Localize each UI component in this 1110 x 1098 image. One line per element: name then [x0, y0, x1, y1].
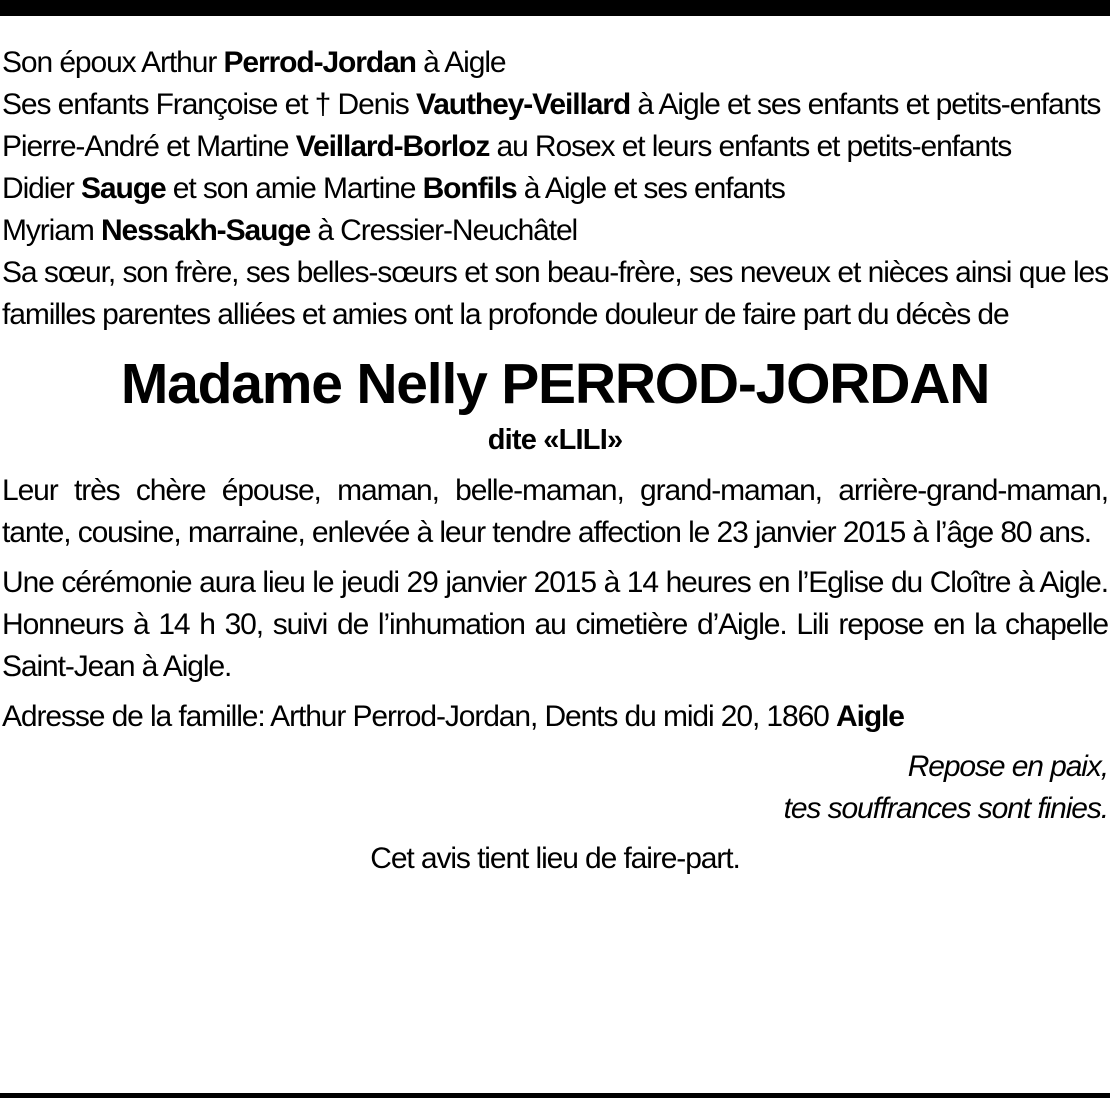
address-city: Aigle [836, 700, 904, 733]
verse-line-1: Repose en paix, [907, 750, 1108, 783]
family-address [2, 696, 1108, 738]
family-line-text: à Aigle et ses enfants et petits-enfants [630, 88, 1101, 121]
family-line-text: au Rosex et leurs enfants et petits-enfants [489, 130, 1012, 163]
family-line-children-3 [2, 168, 1108, 210]
family-line-children-2 [2, 126, 1108, 168]
family-list [2, 42, 1108, 336]
family-name: Perrod-Jordan [223, 46, 416, 79]
family-line-text: Son époux Arthur [2, 46, 224, 79]
bottom-rule [0, 1093, 1110, 1098]
family-line-text: Myriam [2, 214, 101, 247]
verse-line-2: tes souffrances sont finies. [783, 792, 1108, 825]
family-line-text: à Aigle [415, 46, 506, 79]
family-name: Veillard-Borloz [295, 130, 490, 163]
family-line-spouse [2, 42, 1108, 84]
family-name: Vauthey-Veillard [415, 88, 631, 121]
family-line-text: Didier [2, 172, 81, 205]
family-line-children-1 [2, 84, 1108, 126]
family-name: Bonfils [422, 172, 517, 205]
deceased-alias: dite «LILI» [487, 424, 623, 456]
top-rule [0, 0, 1110, 16]
family-name: Sauge [81, 172, 166, 205]
family-name: Nessakh-Sauge [100, 214, 311, 247]
closing-note: Cet avis tient lieu de faire-part. [370, 842, 740, 875]
family-line-relatives: Sa sœur, son frère, ses belles-sœurs et son beau-frère, ses neveux et nièces ainsi que les familles parentes alliées et amies ont la profonde douleur de faire part du décès de [2, 256, 1108, 331]
family-line-text: Ses enfants Françoise et † Denis [2, 88, 416, 121]
family-line-children-4 [2, 210, 1108, 252]
closing-verse [2, 746, 1108, 830]
family-line-text: à Aigle et ses enfants [516, 172, 785, 205]
ceremony-paragraph: Une cérémonie aura lieu le jeudi 29 janvier 2015 à 14 heures en l’Eglise du Cloître à Aigle. Honneurs à 14 h 30, suivi de l’inhumation au cimetière d’Aigle. Lili repose en la chapelle Saint-Jean à Aigle. [2, 566, 1108, 683]
family-line-text: Pierre-André et Martine [2, 130, 296, 163]
announcement-paragraph: Leur très chère épouse, maman, belle-maman, grand-maman, arrière-grand-maman, tante, cousine, marraine, enlevée à leur tendre affection le 23 janvier 2015 à l’âge 80 ans. [2, 474, 1108, 549]
address-text: Adresse de la famille: Arthur Perrod-Jordan, Dents du midi 20, 1860 [2, 700, 837, 733]
family-line-text: et son amie Martine [165, 172, 423, 205]
deceased-name: Madame Nelly PERROD-JORDAN [120, 352, 990, 416]
family-line-text: à Cressier-Neuchâtel [310, 214, 578, 247]
obituary-notice [2, 42, 1108, 880]
